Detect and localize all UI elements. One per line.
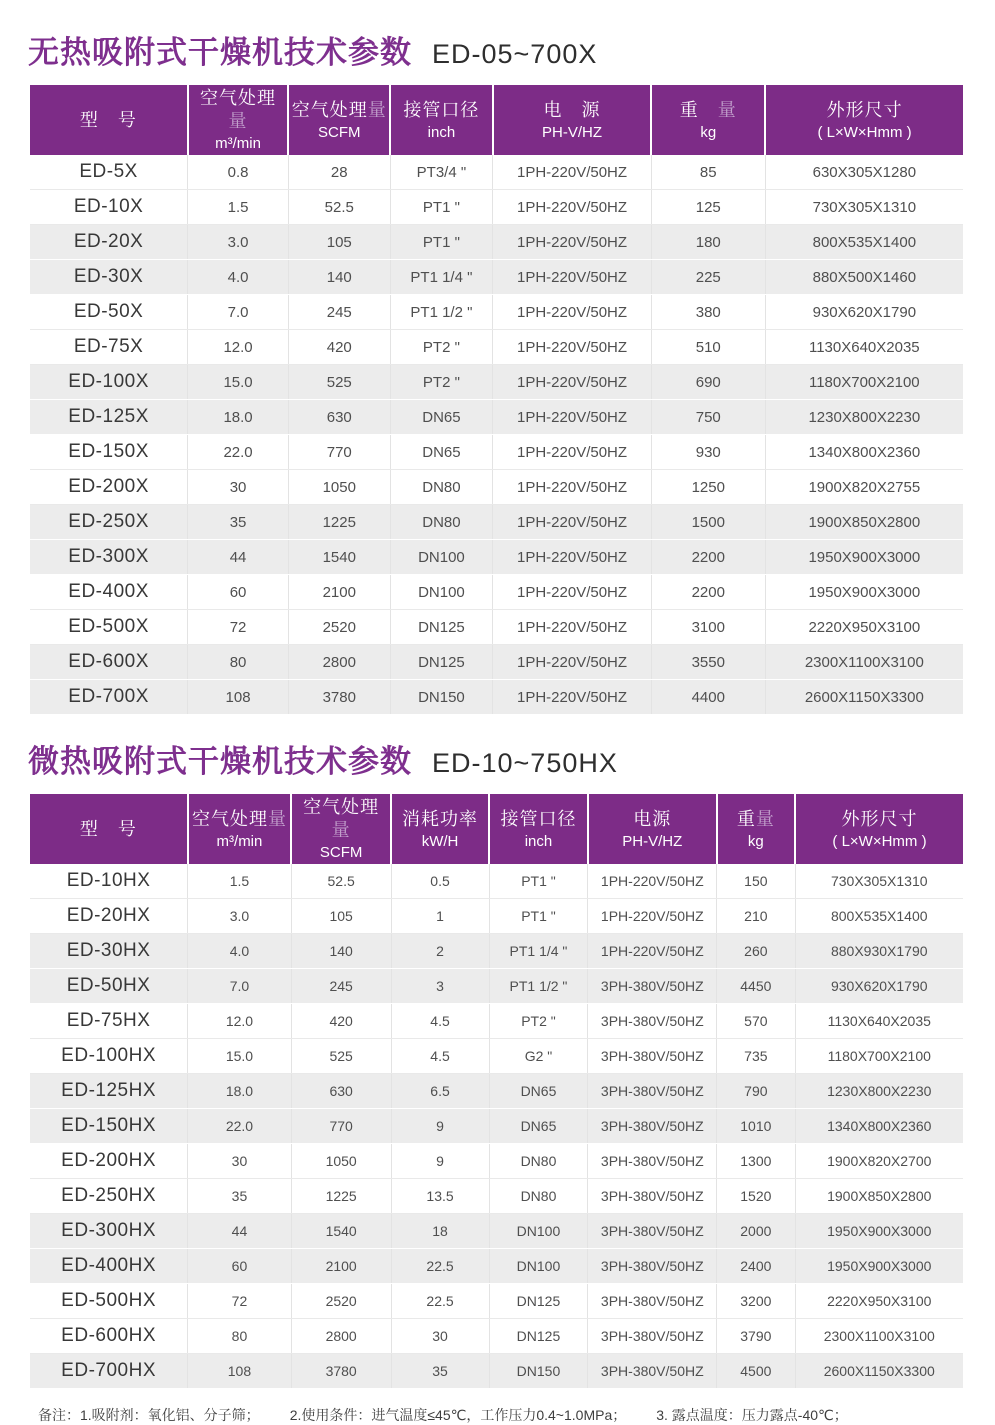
cell-value: 1540 [291, 1214, 391, 1249]
cell-value: 2000 [717, 1214, 795, 1249]
cell-value: 690 [651, 365, 765, 400]
cell-value: 2520 [288, 610, 390, 645]
cell-value: 1PH-220V/50HZ [493, 540, 652, 575]
cell-value: 1300 [717, 1144, 795, 1179]
footnote-item: 2.使用条件：进气温度≤45℃，工作压力0.4~1.0MPa； [289, 1407, 627, 1423]
table-row [30, 400, 963, 435]
cell-value: 930 [651, 435, 765, 470]
cell-model: ED-30X [30, 260, 188, 295]
cell-value: 730X305X1310 [795, 864, 963, 899]
cell-model: ED-250HX [30, 1179, 188, 1214]
cell-value: 1PH-220V/50HZ [493, 435, 652, 470]
cell-value: 125 [651, 190, 765, 225]
cell-value: 1225 [288, 505, 390, 540]
column-header: 空气处理量 SCFM [291, 794, 391, 864]
cell-value: PT1 1/2 " [489, 969, 588, 1004]
cell-value: 1340X800X2360 [795, 1109, 963, 1144]
cell-value: DN150 [489, 1354, 588, 1389]
cell-value: 13.5 [391, 1179, 489, 1214]
table-row [30, 610, 963, 645]
cell-model: ED-500X [30, 610, 188, 645]
cell-value: 1950X900X3000 [765, 540, 963, 575]
cell-value: 1 [391, 899, 489, 934]
cell-value: 1PH-220V/50HZ [493, 260, 652, 295]
cell-value: 44 [188, 540, 289, 575]
cell-value: 4.0 [188, 934, 292, 969]
table-row [30, 365, 963, 400]
cell-value: 3780 [291, 1354, 391, 1389]
cell-value: 28 [288, 155, 390, 190]
cell-value: 2220X950X3100 [795, 1284, 963, 1319]
cell-value: 30 [188, 470, 289, 505]
cell-model: ED-125X [30, 400, 188, 435]
cell-value: 525 [291, 1039, 391, 1074]
cell-model: ED-150HX [30, 1109, 188, 1144]
cell-model: ED-10HX [30, 864, 188, 899]
cell-value: 1180X700X2100 [795, 1039, 963, 1074]
cell-value: 2600X1150X3300 [795, 1354, 963, 1389]
cell-value: 3PH-380V/50HZ [588, 969, 717, 1004]
cell-value: 880X500X1460 [765, 260, 963, 295]
cell-model: ED-20HX [30, 899, 188, 934]
cell-value: 3PH-380V/50HZ [588, 1214, 717, 1249]
cell-value: 3780 [288, 680, 390, 715]
table-row [30, 1354, 963, 1389]
cell-value: 1900X850X2800 [795, 1179, 963, 1214]
column-header: 电 源 PH-V/HZ [493, 85, 652, 155]
table2-model-range: ED-10~750HX [432, 748, 618, 778]
cell-value: 4.0 [188, 260, 289, 295]
table-row [30, 1004, 963, 1039]
cell-value: 1250 [651, 470, 765, 505]
table-row [30, 575, 963, 610]
table-row [30, 540, 963, 575]
table2-title [0, 715, 995, 794]
cell-model: ED-75HX [30, 1004, 188, 1039]
cell-value: 60 [188, 1249, 292, 1284]
cell-value: 2100 [291, 1249, 391, 1284]
cell-value: 3550 [651, 645, 765, 680]
column-header: 接管口径 inch [390, 85, 493, 155]
footnote-prefix: 备注： [38, 1407, 80, 1423]
footnote-item: 3. 露点温度：压力露点-40℃； [656, 1407, 848, 1423]
cell-model: ED-500HX [30, 1284, 188, 1319]
cell-value: 3PH-380V/50HZ [588, 1354, 717, 1389]
column-header: 型 号 [30, 85, 188, 155]
cell-value: 2400 [717, 1249, 795, 1284]
cell-value: 1180X700X2100 [765, 365, 963, 400]
cell-value: 3790 [717, 1319, 795, 1354]
cell-value: PT1 " [489, 864, 588, 899]
cell-value: 108 [188, 680, 289, 715]
cell-value: 2600X1150X3300 [765, 680, 963, 715]
cell-model: ED-30HX [30, 934, 188, 969]
cell-model: ED-150X [30, 435, 188, 470]
table-row [30, 1074, 963, 1109]
cell-value: DN65 [390, 435, 493, 470]
cell-value: 930X620X1790 [795, 969, 963, 1004]
table-row [30, 1319, 963, 1354]
cell-value: 750 [651, 400, 765, 435]
cell-value: 420 [288, 330, 390, 365]
column-header: 重 量 kg [651, 85, 765, 155]
table1-title-text: 无热吸附式干燥机技术参数 [28, 35, 412, 70]
cell-value: 2520 [291, 1284, 391, 1319]
cell-value: PT2 " [390, 365, 493, 400]
cell-value: 52.5 [288, 190, 390, 225]
cell-value: 9 [391, 1109, 489, 1144]
cell-value: PT1 1/2 " [390, 295, 493, 330]
cell-model: ED-300HX [30, 1214, 188, 1249]
cell-value: 1950X900X3000 [795, 1249, 963, 1284]
cell-value: PT1 " [390, 190, 493, 225]
cell-value: 18.0 [188, 1074, 292, 1109]
cell-value: 225 [651, 260, 765, 295]
cell-value: DN100 [390, 540, 493, 575]
cell-value: 1PH-220V/50HZ [493, 190, 652, 225]
cell-value: 85 [651, 155, 765, 190]
cell-value: 2800 [288, 645, 390, 680]
cell-value: 880X930X1790 [795, 934, 963, 969]
cell-value: 1225 [291, 1179, 391, 1214]
cell-value: 1.5 [188, 190, 289, 225]
cell-value: 1130X640X2035 [765, 330, 963, 365]
cell-value: 3100 [651, 610, 765, 645]
table-row [30, 155, 963, 190]
cell-value: 260 [717, 934, 795, 969]
cell-value: DN125 [390, 610, 493, 645]
column-header: 外形尺寸 ( L×W×Hmm ) [795, 794, 963, 864]
cell-value: 52.5 [291, 864, 391, 899]
cell-value: PT2 " [390, 330, 493, 365]
cell-value: 9 [391, 1144, 489, 1179]
cell-value: PT1 " [390, 225, 493, 260]
cell-value: DN80 [390, 470, 493, 505]
cell-model: ED-75X [30, 330, 188, 365]
cell-value: 245 [291, 969, 391, 1004]
cell-value: DN125 [489, 1284, 588, 1319]
cell-value: 4400 [651, 680, 765, 715]
cell-model: ED-200HX [30, 1144, 188, 1179]
cell-model: ED-250X [30, 505, 188, 540]
cell-value: 80 [188, 645, 289, 680]
cell-value: 1PH-220V/50HZ [493, 400, 652, 435]
cell-value: 630X305X1280 [765, 155, 963, 190]
cell-value: 930X620X1790 [765, 295, 963, 330]
cell-value: 1PH-220V/50HZ [493, 575, 652, 610]
table-row [30, 435, 963, 470]
cell-value: 3PH-380V/50HZ [588, 1074, 717, 1109]
cell-value: 510 [651, 330, 765, 365]
cell-value: 1PH-220V/50HZ [493, 680, 652, 715]
cell-value: 22.5 [391, 1249, 489, 1284]
cell-model: ED-400HX [30, 1249, 188, 1284]
cell-value: 2200 [651, 540, 765, 575]
cell-value: 525 [288, 365, 390, 400]
cell-value: 1PH-220V/50HZ [588, 864, 717, 899]
cell-value: 770 [288, 435, 390, 470]
cell-value: 1130X640X2035 [795, 1004, 963, 1039]
column-header: 接管口径 inch [489, 794, 588, 864]
cell-value: 1PH-220V/50HZ [493, 365, 652, 400]
cell-value: 1PH-220V/50HZ [588, 899, 717, 934]
cell-value: DN65 [489, 1109, 588, 1144]
cell-value: 1540 [288, 540, 390, 575]
cell-value: 735 [717, 1039, 795, 1074]
cell-model: ED-100HX [30, 1039, 188, 1074]
cell-value: DN100 [390, 575, 493, 610]
cell-value: 420 [291, 1004, 391, 1039]
cell-value: 245 [288, 295, 390, 330]
header-row [30, 794, 963, 864]
cell-value: 3200 [717, 1284, 795, 1319]
cell-value: 0.8 [188, 155, 289, 190]
cell-value: 35 [391, 1354, 489, 1389]
cell-value: 105 [288, 225, 390, 260]
cell-value: 1010 [717, 1109, 795, 1144]
cell-value: 2300X1100X3100 [795, 1319, 963, 1354]
cell-value: 12.0 [188, 1004, 292, 1039]
cell-value: 44 [188, 1214, 292, 1249]
cell-value: 4450 [717, 969, 795, 1004]
cell-value: 4.5 [391, 1039, 489, 1074]
cell-value: 2100 [288, 575, 390, 610]
cell-value: 1PH-220V/50HZ [493, 155, 652, 190]
cell-value: 630 [291, 1074, 391, 1109]
cell-model: ED-50HX [30, 969, 188, 1004]
cell-value: 18.0 [188, 400, 289, 435]
column-header: 重量 kg [717, 794, 795, 864]
cell-model: ED-600HX [30, 1319, 188, 1354]
table1-model-range: ED-05~700X [432, 39, 598, 69]
cell-value: 108 [188, 1354, 292, 1389]
table-row [30, 505, 963, 540]
cell-value: 2220X950X3100 [765, 610, 963, 645]
cell-value: 30 [391, 1319, 489, 1354]
cell-value: 2200 [651, 575, 765, 610]
table-row [30, 899, 963, 934]
column-header: 空气处理量 m³/min [188, 85, 289, 155]
cell-value: PT1 1/4 " [390, 260, 493, 295]
cell-value: 22.0 [188, 1109, 292, 1144]
cell-value: G2 " [489, 1039, 588, 1074]
table-row [30, 225, 963, 260]
cell-value: 1PH-220V/50HZ [493, 645, 652, 680]
cell-value: 180 [651, 225, 765, 260]
cell-value: 800X535X1400 [765, 225, 963, 260]
cell-value: 3PH-380V/50HZ [588, 1249, 717, 1284]
cell-value: 7.0 [188, 295, 289, 330]
cell-model: ED-100X [30, 365, 188, 400]
cell-value: 1230X800X2230 [795, 1074, 963, 1109]
cell-model: ED-20X [30, 225, 188, 260]
cell-value: 1PH-220V/50HZ [493, 505, 652, 540]
cell-value: 22.0 [188, 435, 289, 470]
cell-value: 3.0 [188, 899, 292, 934]
cell-value: 1PH-220V/50HZ [588, 934, 717, 969]
table2-title-text: 微热吸附式干燥机技术参数 [28, 744, 412, 779]
cell-model: ED-600X [30, 645, 188, 680]
cell-value: 1PH-220V/50HZ [493, 225, 652, 260]
heatless-dryer-spec-table [30, 85, 963, 715]
cell-value: 1340X800X2360 [765, 435, 963, 470]
cell-value: 3PH-380V/50HZ [588, 1144, 717, 1179]
cell-model: ED-400X [30, 575, 188, 610]
cell-value: 18 [391, 1214, 489, 1249]
cell-value: 0.5 [391, 864, 489, 899]
cell-value: 1PH-220V/50HZ [493, 330, 652, 365]
cell-value: 1PH-220V/50HZ [493, 295, 652, 330]
table-row [30, 260, 963, 295]
cell-value: 3PH-380V/50HZ [588, 1179, 717, 1214]
cell-value: 6.5 [391, 1074, 489, 1109]
table1-title [0, 0, 995, 85]
cell-value: PT1 1/4 " [489, 934, 588, 969]
cell-value: 140 [288, 260, 390, 295]
cell-value: DN100 [489, 1214, 588, 1249]
table-row [30, 969, 963, 1004]
cell-model: ED-50X [30, 295, 188, 330]
cell-value: 3PH-380V/50HZ [588, 1039, 717, 1074]
cell-value: 1PH-220V/50HZ [493, 610, 652, 645]
table-row [30, 295, 963, 330]
cell-value: 105 [291, 899, 391, 934]
cell-value: 35 [188, 505, 289, 540]
cell-value: DN80 [489, 1144, 588, 1179]
cell-value: 4.5 [391, 1004, 489, 1039]
cell-model: ED-200X [30, 470, 188, 505]
cell-value: 770 [291, 1109, 391, 1144]
cell-value: 1950X900X3000 [795, 1214, 963, 1249]
cell-model: ED-700X [30, 680, 188, 715]
cell-value: 630 [288, 400, 390, 435]
cell-value: 1050 [291, 1144, 391, 1179]
cell-model: ED-125HX [30, 1074, 188, 1109]
cell-value: 1520 [717, 1179, 795, 1214]
column-header: 电源 PH-V/HZ [588, 794, 717, 864]
cell-value: 1050 [288, 470, 390, 505]
table-row [30, 1249, 963, 1284]
cell-value: 380 [651, 295, 765, 330]
cell-value: 1950X900X3000 [765, 575, 963, 610]
footnote [38, 1405, 995, 1425]
column-header: 外形尺寸 ( L×W×Hmm ) [765, 85, 963, 155]
table-row [30, 1214, 963, 1249]
footnote-item: 1.吸附剂：氧化铝、分子筛； [80, 1407, 260, 1423]
table-row [30, 934, 963, 969]
cell-value: 22.5 [391, 1284, 489, 1319]
cell-value: 72 [188, 1284, 292, 1319]
table-row [30, 470, 963, 505]
cell-value: DN150 [390, 680, 493, 715]
cell-value: 30 [188, 1144, 292, 1179]
cell-value: 3PH-380V/50HZ [588, 1109, 717, 1144]
cell-value: 790 [717, 1074, 795, 1109]
cell-value: 1900X820X2755 [765, 470, 963, 505]
cell-value: DN65 [489, 1074, 588, 1109]
cell-value: 3PH-380V/50HZ [588, 1319, 717, 1354]
cell-value: DN80 [489, 1179, 588, 1214]
table-row [30, 1284, 963, 1319]
cell-value: 150 [717, 864, 795, 899]
cell-model: ED-10X [30, 190, 188, 225]
column-header: 消耗功率 kW/H [391, 794, 489, 864]
cell-value: 35 [188, 1179, 292, 1214]
cell-model: ED-700HX [30, 1354, 188, 1389]
column-header: 空气处理量 SCFM [288, 85, 390, 155]
cell-value: 60 [188, 575, 289, 610]
cell-value: 3.0 [188, 225, 289, 260]
cell-value: 210 [717, 899, 795, 934]
cell-value: 2 [391, 934, 489, 969]
cell-value: 3PH-380V/50HZ [588, 1004, 717, 1039]
header-row [30, 85, 963, 155]
cell-value: 1.5 [188, 864, 292, 899]
cell-value: 4500 [717, 1354, 795, 1389]
cell-value: 7.0 [188, 969, 292, 1004]
cell-value: DN100 [489, 1249, 588, 1284]
cell-value: 1900X850X2800 [765, 505, 963, 540]
cell-value: DN65 [390, 400, 493, 435]
table-row [30, 1179, 963, 1214]
table-row [30, 1144, 963, 1179]
cell-value: DN80 [390, 505, 493, 540]
table-row [30, 330, 963, 365]
cell-value: 80 [188, 1319, 292, 1354]
column-header: 型 号 [30, 794, 188, 864]
table-row [30, 1039, 963, 1074]
table-row [30, 1109, 963, 1144]
table-row [30, 680, 963, 715]
table-row [30, 190, 963, 225]
cell-value: PT2 " [489, 1004, 588, 1039]
cell-value: PT3/4 " [390, 155, 493, 190]
cell-value: 1500 [651, 505, 765, 540]
cell-value: 800X535X1400 [795, 899, 963, 934]
cell-value: 15.0 [188, 365, 289, 400]
cell-value: 1PH-220V/50HZ [493, 470, 652, 505]
table-row [30, 864, 963, 899]
cell-value: 3PH-380V/50HZ [588, 1284, 717, 1319]
cell-value: PT1 " [489, 899, 588, 934]
cell-value: 2800 [291, 1319, 391, 1354]
column-header: 空气处理量 m³/min [188, 794, 292, 864]
cell-value: 730X305X1310 [765, 190, 963, 225]
cell-value: 1900X820X2700 [795, 1144, 963, 1179]
cell-value: 1230X800X2230 [765, 400, 963, 435]
cell-value: 12.0 [188, 330, 289, 365]
cell-value: DN125 [390, 645, 493, 680]
cell-model: ED-300X [30, 540, 188, 575]
cell-value: 570 [717, 1004, 795, 1039]
heated-dryer-spec-table [30, 794, 963, 1389]
cell-value: 140 [291, 934, 391, 969]
cell-value: 72 [188, 610, 289, 645]
cell-value: DN125 [489, 1319, 588, 1354]
cell-value: 2300X1100X3100 [765, 645, 963, 680]
cell-value: 3 [391, 969, 489, 1004]
cell-value: 15.0 [188, 1039, 292, 1074]
table-row [30, 645, 963, 680]
cell-model: ED-5X [30, 155, 188, 190]
